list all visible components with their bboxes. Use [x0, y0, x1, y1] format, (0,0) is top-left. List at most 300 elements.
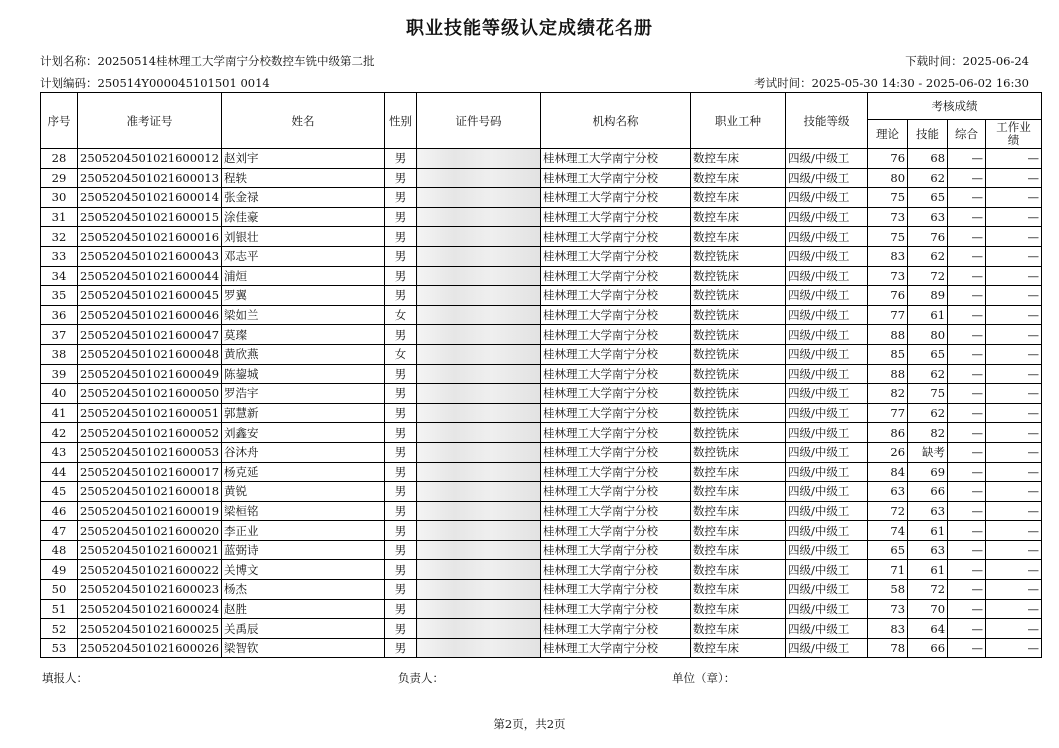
row-theory: 85 [868, 344, 908, 364]
row-overall: — [948, 384, 986, 404]
row-theory: 77 [868, 305, 908, 325]
row-idno [417, 384, 541, 404]
row-gender: 男 [385, 462, 417, 482]
row-ticket: 2505204501021600048 [78, 344, 222, 364]
row-theory: 78 [868, 638, 908, 658]
row-seq: 51 [41, 599, 78, 619]
row-level: 四级/中级工 [786, 305, 868, 325]
row-skill: 82 [908, 423, 948, 443]
row-org: 桂林理工大学南宁分校 [541, 246, 691, 266]
row-gender: 男 [385, 501, 417, 521]
row-trade: 数控车床 [691, 168, 786, 188]
row-work: — [986, 442, 1042, 462]
row-trade: 数控铣床 [691, 423, 786, 443]
row-idno [417, 325, 541, 345]
row-name: 梁桓铭 [222, 501, 385, 521]
header-skill: 技能 [908, 120, 948, 149]
row-trade: 数控车床 [691, 482, 786, 502]
table-row [41, 423, 1042, 443]
table-row [41, 638, 1042, 658]
row-theory: 65 [868, 540, 908, 560]
row-org: 桂林理工大学南宁分校 [541, 266, 691, 286]
row-idno [417, 403, 541, 423]
row-theory: 76 [868, 149, 908, 169]
header-ticket: 准考证号 [78, 93, 222, 149]
row-seq: 53 [41, 638, 78, 658]
row-level: 四级/中级工 [786, 149, 868, 169]
row-work: — [986, 521, 1042, 541]
row-level: 四级/中级工 [786, 599, 868, 619]
row-ticket: 2505204501021600023 [78, 580, 222, 600]
row-org: 桂林理工大学南宁分校 [541, 286, 691, 306]
unit-label: 单位（章）： [672, 671, 736, 685]
row-idno [417, 638, 541, 658]
row-work: — [986, 619, 1042, 639]
row-ticket: 2505204501021600046 [78, 305, 222, 325]
row-org: 桂林理工大学南宁分校 [541, 482, 691, 502]
row-name: 杨克延 [222, 462, 385, 482]
row-overall: — [948, 286, 986, 306]
row-level: 四级/中级工 [786, 521, 868, 541]
row-work: — [986, 384, 1042, 404]
row-gender: 女 [385, 344, 417, 364]
row-idno [417, 188, 541, 208]
row-theory: 73 [868, 266, 908, 286]
row-org: 桂林理工大学南宁分校 [541, 403, 691, 423]
plan-code: 计划编码：250514Y000045101501 0014 [40, 76, 270, 90]
row-name: 涂佳豪 [222, 207, 385, 227]
row-ticket: 2505204501021600020 [78, 521, 222, 541]
row-level: 四级/中级工 [786, 188, 868, 208]
page-number: 第2页，共2页 [493, 717, 566, 731]
row-level: 四级/中级工 [786, 168, 868, 188]
row-org: 桂林理工大学南宁分校 [541, 305, 691, 325]
row-theory: 84 [868, 462, 908, 482]
row-ticket: 2505204501021600018 [78, 482, 222, 502]
table-row [41, 599, 1042, 619]
row-name: 梁如兰 [222, 305, 385, 325]
row-overall: — [948, 364, 986, 384]
row-trade: 数控车床 [691, 521, 786, 541]
row-seq: 46 [41, 501, 78, 521]
row-skill: 69 [908, 462, 948, 482]
row-trade: 数控车床 [691, 638, 786, 658]
table-row [41, 246, 1042, 266]
row-org: 桂林理工大学南宁分校 [541, 619, 691, 639]
row-theory: 75 [868, 227, 908, 247]
row-level: 四级/中级工 [786, 286, 868, 306]
row-gender: 男 [385, 638, 417, 658]
row-trade: 数控车床 [691, 462, 786, 482]
row-gender: 男 [385, 266, 417, 286]
row-overall: — [948, 344, 986, 364]
row-overall: — [948, 599, 986, 619]
row-skill: 65 [908, 344, 948, 364]
row-overall: — [948, 442, 986, 462]
row-org: 桂林理工大学南宁分校 [541, 462, 691, 482]
table-row [41, 286, 1042, 306]
row-gender: 男 [385, 482, 417, 502]
row-work: — [986, 266, 1042, 286]
row-gender: 男 [385, 286, 417, 306]
row-seq: 29 [41, 168, 78, 188]
row-work: — [986, 364, 1042, 384]
row-overall: — [948, 246, 986, 266]
row-name: 张金禄 [222, 188, 385, 208]
row-work: — [986, 638, 1042, 658]
row-theory: 82 [868, 384, 908, 404]
table-row [41, 168, 1042, 188]
header-gender: 性别 [385, 93, 417, 149]
table-row [41, 344, 1042, 364]
row-level: 四级/中级工 [786, 619, 868, 639]
row-work: — [986, 599, 1042, 619]
row-org: 桂林理工大学南宁分校 [541, 560, 691, 580]
row-ticket: 2505204501021600019 [78, 501, 222, 521]
exam-time: 考试时间：2025-05-30 14:30 - 2025-06-02 16:30 [754, 76, 1029, 90]
row-idno [417, 521, 541, 541]
row-org: 桂林理工大学南宁分校 [541, 638, 691, 658]
row-level: 四级/中级工 [786, 207, 868, 227]
row-skill: 72 [908, 580, 948, 600]
row-work: — [986, 168, 1042, 188]
row-work: — [986, 207, 1042, 227]
row-level: 四级/中级工 [786, 227, 868, 247]
row-seq: 43 [41, 442, 78, 462]
header-idno: 证件号码 [417, 93, 541, 149]
row-skill: 63 [908, 540, 948, 560]
row-level: 四级/中级工 [786, 266, 868, 286]
row-seq: 50 [41, 580, 78, 600]
row-theory: 77 [868, 403, 908, 423]
row-idno [417, 580, 541, 600]
row-org: 桂林理工大学南宁分校 [541, 149, 691, 169]
row-idno [417, 560, 541, 580]
row-trade: 数控铣床 [691, 246, 786, 266]
row-trade: 数控车床 [691, 149, 786, 169]
table-row [41, 325, 1042, 345]
row-skill: 76 [908, 227, 948, 247]
page-title: 职业技能等级认定成绩花名册 [406, 18, 653, 39]
table-row [41, 403, 1042, 423]
row-level: 四级/中级工 [786, 560, 868, 580]
row-work: — [986, 305, 1042, 325]
row-seq: 32 [41, 227, 78, 247]
table-row [41, 580, 1042, 600]
row-trade: 数控车床 [691, 540, 786, 560]
row-ticket: 2505204501021600014 [78, 188, 222, 208]
row-idno [417, 266, 541, 286]
row-name: 郭慧新 [222, 403, 385, 423]
table-row [41, 521, 1042, 541]
row-level: 四级/中级工 [786, 442, 868, 462]
row-theory: 80 [868, 168, 908, 188]
row-ticket: 2505204501021600021 [78, 540, 222, 560]
row-ticket: 2505204501021600045 [78, 286, 222, 306]
row-trade: 数控车床 [691, 580, 786, 600]
row-skill: 66 [908, 482, 948, 502]
row-overall: — [948, 462, 986, 482]
row-idno [417, 462, 541, 482]
row-overall: — [948, 188, 986, 208]
row-overall: — [948, 580, 986, 600]
row-skill: 68 [908, 149, 948, 169]
row-work: — [986, 482, 1042, 502]
row-overall: — [948, 560, 986, 580]
row-org: 桂林理工大学南宁分校 [541, 364, 691, 384]
row-trade: 数控铣床 [691, 344, 786, 364]
header-theory: 理论 [868, 120, 908, 149]
row-idno [417, 423, 541, 443]
row-trade: 数控车床 [691, 560, 786, 580]
row-name: 赵刘宇 [222, 149, 385, 169]
row-name: 邓志平 [222, 246, 385, 266]
row-org: 桂林理工大学南宁分校 [541, 580, 691, 600]
row-trade: 数控铣床 [691, 364, 786, 384]
row-name: 蓝弼诗 [222, 540, 385, 560]
row-gender: 男 [385, 442, 417, 462]
row-skill: 63 [908, 207, 948, 227]
row-seq: 37 [41, 325, 78, 345]
row-ticket: 2505204501021600015 [78, 207, 222, 227]
row-work: — [986, 462, 1042, 482]
table-row [41, 442, 1042, 462]
row-work: — [986, 540, 1042, 560]
row-skill: 62 [908, 246, 948, 266]
row-gender: 男 [385, 227, 417, 247]
row-overall: — [948, 540, 986, 560]
row-ticket: 2505204501021600043 [78, 246, 222, 266]
row-name: 黄欣燕 [222, 344, 385, 364]
row-overall: — [948, 227, 986, 247]
row-skill: 72 [908, 266, 948, 286]
row-seq: 30 [41, 188, 78, 208]
row-trade: 数控铣床 [691, 266, 786, 286]
row-idno [417, 364, 541, 384]
row-trade: 数控铣床 [691, 286, 786, 306]
row-trade: 数控车床 [691, 188, 786, 208]
row-overall: — [948, 305, 986, 325]
row-gender: 男 [385, 364, 417, 384]
row-skill: 62 [908, 364, 948, 384]
row-skill: 66 [908, 638, 948, 658]
row-org: 桂林理工大学南宁分校 [541, 540, 691, 560]
row-ticket: 2505204501021600050 [78, 384, 222, 404]
row-idno [417, 482, 541, 502]
row-skill: 75 [908, 384, 948, 404]
row-level: 四级/中级工 [786, 501, 868, 521]
row-idno [417, 619, 541, 639]
row-gender: 男 [385, 325, 417, 345]
row-seq: 39 [41, 364, 78, 384]
row-org: 桂林理工大学南宁分校 [541, 384, 691, 404]
row-trade: 数控铣床 [691, 384, 786, 404]
header-overall: 综合 [948, 120, 986, 149]
row-ticket: 2505204501021600053 [78, 442, 222, 462]
header-org: 机构名称 [541, 93, 691, 149]
row-name: 李正业 [222, 521, 385, 541]
row-trade: 数控车床 [691, 619, 786, 639]
row-theory: 74 [868, 521, 908, 541]
table-row [41, 188, 1042, 208]
row-name: 莫璨 [222, 325, 385, 345]
row-theory: 71 [868, 560, 908, 580]
row-level: 四级/中级工 [786, 540, 868, 560]
row-theory: 76 [868, 286, 908, 306]
row-ticket: 2505204501021600012 [78, 149, 222, 169]
row-ticket: 2505204501021600026 [78, 638, 222, 658]
row-level: 四级/中级工 [786, 423, 868, 443]
row-idno [417, 540, 541, 560]
row-org: 桂林理工大学南宁分校 [541, 442, 691, 462]
row-name: 罗翼 [222, 286, 385, 306]
row-theory: 58 [868, 580, 908, 600]
row-theory: 86 [868, 423, 908, 443]
row-skill: 80 [908, 325, 948, 345]
row-ticket: 2505204501021600052 [78, 423, 222, 443]
row-trade: 数控车床 [691, 207, 786, 227]
filler-label: 填报人： [42, 671, 88, 685]
row-work: — [986, 227, 1042, 247]
row-ticket: 2505204501021600013 [78, 168, 222, 188]
row-skill: 61 [908, 521, 948, 541]
row-idno [417, 501, 541, 521]
row-level: 四级/中级工 [786, 462, 868, 482]
row-name: 程轶 [222, 168, 385, 188]
row-name: 浦烜 [222, 266, 385, 286]
row-seq: 49 [41, 560, 78, 580]
row-theory: 88 [868, 325, 908, 345]
header-trade: 职业工种 [691, 93, 786, 149]
row-name: 关博文 [222, 560, 385, 580]
row-ticket: 2505204501021600022 [78, 560, 222, 580]
row-ticket: 2505204501021600025 [78, 619, 222, 639]
row-org: 桂林理工大学南宁分校 [541, 344, 691, 364]
header-name: 姓名 [222, 93, 385, 149]
row-seq: 31 [41, 207, 78, 227]
row-theory: 26 [868, 442, 908, 462]
row-idno [417, 442, 541, 462]
table-row [41, 149, 1042, 169]
row-name: 赵胜 [222, 599, 385, 619]
row-idno [417, 246, 541, 266]
row-seq: 52 [41, 619, 78, 639]
row-org: 桂林理工大学南宁分校 [541, 599, 691, 619]
header-seq: 序号 [41, 93, 78, 149]
row-org: 桂林理工大学南宁分校 [541, 521, 691, 541]
row-gender: 男 [385, 246, 417, 266]
row-theory: 73 [868, 207, 908, 227]
row-org: 桂林理工大学南宁分校 [541, 168, 691, 188]
row-theory: 72 [868, 501, 908, 521]
row-seq: 40 [41, 384, 78, 404]
row-name: 陈鋆城 [222, 364, 385, 384]
row-idno [417, 305, 541, 325]
row-gender: 男 [385, 384, 417, 404]
row-name: 刘鑫安 [222, 423, 385, 443]
row-overall: — [948, 403, 986, 423]
row-idno [417, 344, 541, 364]
row-theory: 63 [868, 482, 908, 502]
responsible-label: 负责人： [398, 671, 444, 685]
row-ticket: 2505204501021600051 [78, 403, 222, 423]
row-theory: 83 [868, 246, 908, 266]
row-name: 罗浩宇 [222, 384, 385, 404]
row-gender: 男 [385, 580, 417, 600]
table-row [41, 305, 1042, 325]
row-idno [417, 227, 541, 247]
row-gender: 女 [385, 305, 417, 325]
row-skill: 89 [908, 286, 948, 306]
header-level: 技能等级 [786, 93, 868, 149]
row-overall: — [948, 423, 986, 443]
row-level: 四级/中级工 [786, 344, 868, 364]
row-skill: 62 [908, 168, 948, 188]
row-seq: 28 [41, 149, 78, 169]
row-seq: 34 [41, 266, 78, 286]
row-trade: 数控车床 [691, 599, 786, 619]
row-name: 梁智钦 [222, 638, 385, 658]
row-org: 桂林理工大学南宁分校 [541, 325, 691, 345]
row-seq: 45 [41, 482, 78, 502]
row-level: 四级/中级工 [786, 325, 868, 345]
row-theory: 88 [868, 364, 908, 384]
row-skill: 62 [908, 403, 948, 423]
row-gender: 男 [385, 423, 417, 443]
row-seq: 42 [41, 423, 78, 443]
row-overall: — [948, 501, 986, 521]
row-org: 桂林理工大学南宁分校 [541, 188, 691, 208]
row-ticket: 2505204501021600047 [78, 325, 222, 345]
row-level: 四级/中级工 [786, 246, 868, 266]
plan-name: 计划名称：20250514桂林理工大学南宁分校数控车铣中级第二批 [40, 54, 375, 68]
row-level: 四级/中级工 [786, 384, 868, 404]
row-level: 四级/中级工 [786, 638, 868, 658]
row-gender: 男 [385, 560, 417, 580]
row-gender: 男 [385, 168, 417, 188]
table-row [41, 364, 1042, 384]
row-skill: 65 [908, 188, 948, 208]
row-name: 关禹辰 [222, 619, 385, 639]
row-seq: 41 [41, 403, 78, 423]
row-trade: 数控铣床 [691, 403, 786, 423]
row-theory: 73 [868, 599, 908, 619]
row-trade: 数控车床 [691, 501, 786, 521]
row-seq: 36 [41, 305, 78, 325]
table-row [41, 462, 1042, 482]
row-idno [417, 168, 541, 188]
row-work: — [986, 286, 1042, 306]
row-work: — [986, 188, 1042, 208]
row-skill: 61 [908, 560, 948, 580]
row-gender: 男 [385, 207, 417, 227]
row-work: — [986, 246, 1042, 266]
row-skill: 70 [908, 599, 948, 619]
row-gender: 男 [385, 619, 417, 639]
row-skill: 63 [908, 501, 948, 521]
row-trade: 数控铣床 [691, 325, 786, 345]
row-seq: 33 [41, 246, 78, 266]
row-trade: 数控车床 [691, 227, 786, 247]
row-name: 黄锐 [222, 482, 385, 502]
row-org: 桂林理工大学南宁分校 [541, 227, 691, 247]
row-name: 刘银壮 [222, 227, 385, 247]
row-idno [417, 599, 541, 619]
row-idno [417, 286, 541, 306]
row-ticket: 2505204501021600044 [78, 266, 222, 286]
row-name: 谷沐舟 [222, 442, 385, 462]
table-row [41, 540, 1042, 560]
